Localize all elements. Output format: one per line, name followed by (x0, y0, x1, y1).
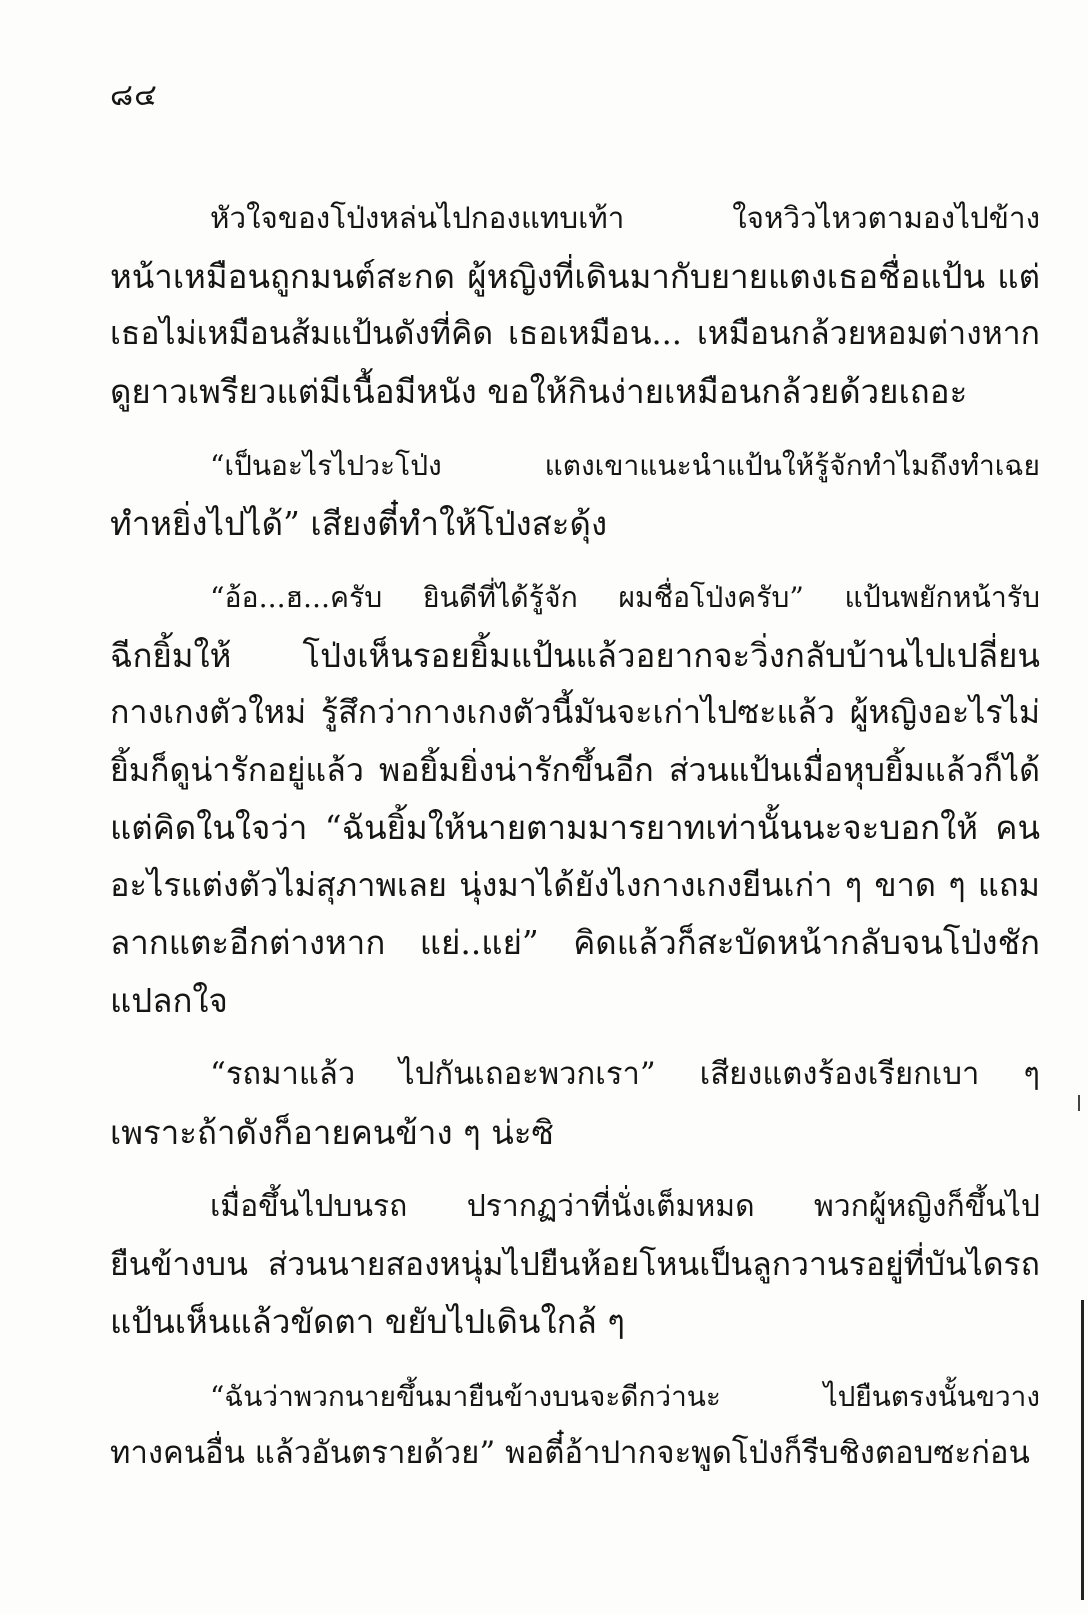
text-line: ดูยาวเพรียวแต่มีเนื้อมีหนัง ขอให้กินง่ายเหมือนกล้วยด้วยเถอะ (110, 371, 968, 411)
text-line: เมื่อขึ้นไปบนรถ ปรากฏว่าที่นั่งเต็มหมด พวกผู้หญิงก็ขึ้นไป (210, 1189, 1040, 1224)
paragraph-2 (110, 437, 1040, 552)
text-line: หน้าเหมือนถูกมนต์สะกด ผู้หญิงที่เดินมากับยายแตงเธอชื่อแป้น แต่ (110, 256, 1040, 296)
text-line: “เป็นอะไรไปวะโป่ง แตงเขาแนะนำแป้นให้รู้จักทำไมถึงทำเฉย (210, 449, 1040, 482)
text-line: “อ้อ...ฮ...ครับ ยินดีที่ได้รู้จัก ผมชื่อโป่งครับ” แป้นพยักหน้ารับ (210, 581, 1040, 614)
page-number: ๘๔ (110, 78, 158, 113)
text-line: ยิ้มก็ดูน่ารักอยู่แล้ว พอยิ้มยิ่งน่ารักขึ้นอีก ส่วนแป้นเมื่อหุบยิ้มแล้วก็ได้ (110, 750, 1040, 789)
text-line: แต่คิดในใจว่า “ฉันยิ้มให้นายตามมารยาทเท่านั้นนะจะบอกให้ คน (110, 808, 1040, 847)
body-text (110, 190, 1040, 1483)
paragraph-3 (110, 569, 1040, 1029)
text-line: “รถมาแล้ว ไปกันเถอะพวกเรา” เสียงแตงร้องเรียกเบา ๆ (210, 1056, 1040, 1092)
text-line: เธอไม่เหมือนส้มแป้นดังที่คิด เธอเหมือน... เหมือนกล้วยหอมต่างหาก (110, 314, 1040, 352)
text-line: แปลกใจ (110, 980, 228, 1020)
paragraph-1 (110, 190, 1040, 420)
text-line: ทำหยิ่งไปได้” เสียงตี๋ทำให้โป่งสะดุ้ง (110, 503, 608, 543)
text-line: กางเกงตัวใหม่ รู้สึกว่ากางเกงตัวนี้มันจะเก่าไปซะแล้ว ผู้หญิงอะไรไม่ (110, 693, 1040, 731)
text-line: หัวใจของโป่งหล่นไปกองแทบเท้า ใจหวิวไหวตามองไปข้าง (210, 201, 1040, 235)
scan-edge-shadow (1081, 1300, 1084, 1600)
text-line: เพราะถ้าดังก็อายคนข้าง ๆ น่ะซิ (110, 1112, 554, 1152)
text-line: ฉีกยิ้มให้ โป่งเห็นรอยยิ้มแป้นแล้วอยากจะวิ่งกลับบ้านไปเปลี่ยน (110, 635, 1040, 675)
paragraph-5 (110, 1178, 1040, 1351)
text-line: อะไรแต่งตัวไม่สุภาพเลย นุ่งมาได้ยังไงกางเกงยีนเก่า ๆ ขาด ๆ แถม (110, 865, 1040, 904)
text-line: “ฉันว่าพวกนายขึ้นมายืนข้างบนจะดีกว่านะ ไปยืนตรงนั้นขวาง (210, 1379, 1040, 1413)
text-line: ยืนข้างบน ส่วนนายสองหนุ่มไปยืนห้อยโหนเป็นลูกวานรอยู่ที่บันไดรถ (110, 1244, 1040, 1283)
text-line: ทางคนอื่น แล้วอันตรายด้วย” พอตี๋อ้าปากจะพูดโป่งก็รีบชิงตอบซะก่อน (110, 1435, 1030, 1471)
text-line: ลากแตะอีกต่างหาก แย่..แย่” คิดแล้วก็สะบัดหน้ากลับจนโป่งชัก (110, 923, 1040, 962)
paragraph-6 (110, 1368, 1040, 1483)
paragraph-4 (110, 1046, 1040, 1161)
scan-edge-mark (1078, 1095, 1080, 1111)
text-line: แป้นเห็นแล้วขัดตา ขยับไปเดินใกล้ ๆ (110, 1302, 626, 1341)
